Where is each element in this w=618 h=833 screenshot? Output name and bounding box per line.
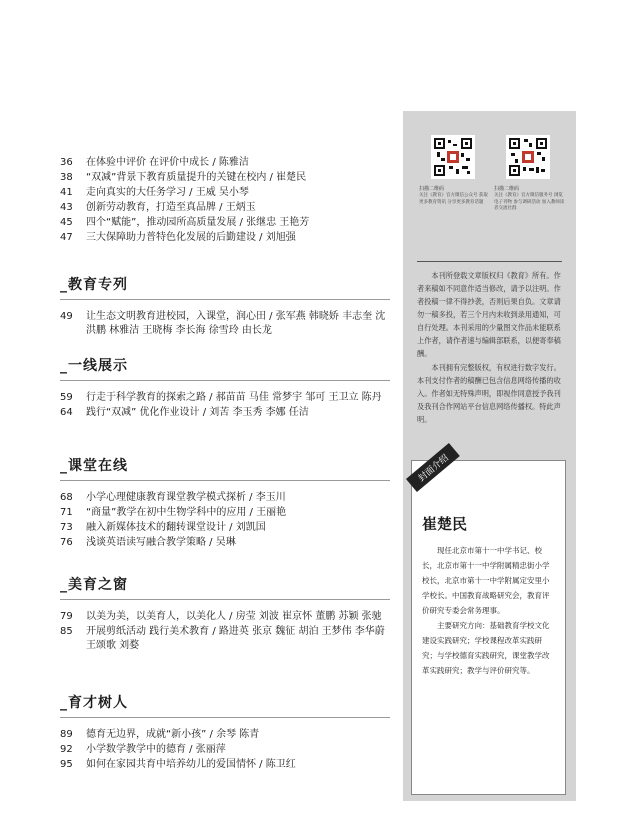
section-entries xyxy=(60,391,390,420)
toc-section-ketang-zaixian xyxy=(60,455,390,551)
toc-entry[interactable] xyxy=(60,625,390,653)
section-title: _美育之窗 xyxy=(60,574,390,600)
toc-entry[interactable] xyxy=(60,156,309,170)
qr-label: 扫描二维码 xyxy=(494,186,520,192)
page-number: 71 xyxy=(60,507,73,518)
entry-title: 浅谈英语读写融合教学策略 / 吴琳 xyxy=(86,537,236,548)
entry-title: 融入新媒体技术的翻转课堂设计 / 刘凯国 xyxy=(86,522,266,533)
section-entries xyxy=(60,310,390,338)
toc-entry[interactable] xyxy=(60,491,390,505)
section-title: _课堂在线 xyxy=(60,455,390,481)
page-number: 49 xyxy=(60,311,73,322)
section-entries xyxy=(60,491,390,550)
toc-entry[interactable] xyxy=(60,186,309,200)
qr-block-wechat-public xyxy=(419,135,491,213)
page-number: 59 xyxy=(60,392,73,403)
page-number: 64 xyxy=(60,407,73,418)
section-title: _育才树人 xyxy=(60,692,390,718)
toc-entry[interactable] xyxy=(60,231,309,245)
page-number: 95 xyxy=(60,759,73,770)
entry-title: 三大保障助力普特色化发展的后勤建设 / 刘旭强 xyxy=(86,232,296,243)
page-number: 47 xyxy=(60,232,73,243)
section-entries xyxy=(60,728,390,772)
toc-entry[interactable] xyxy=(60,406,390,420)
cover-bio xyxy=(422,543,555,678)
qr-code-icon[interactable] xyxy=(431,135,475,179)
cover-introduction xyxy=(411,453,566,795)
toc-section-jiaoyu-zhuanlie xyxy=(60,274,390,339)
section-entries xyxy=(60,610,390,653)
page-number: 85 xyxy=(60,626,73,637)
toc-section-yixian-zhanshi xyxy=(60,355,390,421)
cover-person-name: 崔楚民 xyxy=(422,515,468,533)
entry-title: “双减”背景下教育质量提升的关键在校内 / 崔楚民 xyxy=(86,172,307,183)
cover-tag: 封面介绍 xyxy=(406,443,460,492)
section-title: _一线展示 xyxy=(60,355,390,381)
page-number: 45 xyxy=(60,217,73,228)
entry-title: 行走于科学教育的探索之路 / 郝苗苗 马佳 常梦宇 邹可 王卫立 陈丹 xyxy=(86,392,382,403)
toc-entry[interactable] xyxy=(60,171,309,185)
qr-description: 关注《教育》官方微信服务号 浏览电子刊物 参与调研活动 加入教师读者交流社群 xyxy=(494,193,565,211)
toc-entry[interactable] xyxy=(60,521,390,535)
page-number: 79 xyxy=(60,611,73,622)
entry-title: “商量”教学在初中生物学科中的应用 / 王丽艳 xyxy=(86,507,287,518)
qr-code-icon[interactable] xyxy=(506,135,550,179)
entry-title: 如何在家园共育中培养幼儿的爱国情怀 / 陈卫红 xyxy=(86,759,296,770)
entry-title: 走向真实的大任务学习 / 王威 吴小琴 xyxy=(86,187,249,198)
toc-entry[interactable] xyxy=(60,391,390,405)
toc-group-intro xyxy=(60,156,309,246)
toc-entry[interactable] xyxy=(60,201,309,215)
entry-title: 德育无边界，成就“新小孩” / 余琴 陈青 xyxy=(86,729,260,740)
page-number: 76 xyxy=(60,537,73,548)
entry-title: 以美为美，以美育人，以美化人 / 房莹 刘波 崔京怀 董鹏 苏颖 张驰 xyxy=(86,611,382,622)
page-number: 68 xyxy=(60,492,73,503)
toc-entry[interactable] xyxy=(60,506,390,520)
section-title: _教育专列 xyxy=(60,274,390,300)
entry-title: 让生态文明教育进校园，入课堂，润心田 / 张军燕 韩晓娇 丰志奎 沈洪鹏 林雅洁 王晓梅 李长海 徐雪玲 由长龙 xyxy=(86,311,386,336)
toc-entry[interactable] xyxy=(60,536,390,550)
entry-title: 创新劳动教育，打造至真品牌 / 王炳玉 xyxy=(86,202,256,213)
qr-label: 扫描二维码 xyxy=(419,186,445,192)
qr-block-wechat-service xyxy=(494,135,566,213)
toc-section-yucai-shuren xyxy=(60,692,390,773)
notice-paragraph: 本刊拥有完整版权，有权进行数字发行。本刊支付作者的稿酬已包含信息网络传播的收入。作者如无特殊声明，即视作同意授予我刊及我刊合作网站平台信息网络传播权。特此声明。 xyxy=(417,363,561,424)
toc-entry[interactable] xyxy=(60,610,390,624)
copyright-notice xyxy=(417,269,564,427)
page-number: 36 xyxy=(60,157,73,168)
entry-title: 四个“赋能”，推动园所高质量发展 / 张继忠 王艳芳 xyxy=(86,217,310,228)
toc-section-meiyu-zhichuang xyxy=(60,574,390,654)
entry-title: 小学心理健康教育课堂教学模式探析 / 李玉川 xyxy=(86,492,286,503)
notice-paragraph: 本刊所登载文章版权归《教育》所有。作者来稿如不同意作适当修改，请予以注明。作者投稿一律不得抄袭，否则后果自负。文章请勿一稿多投，若三个月内未收到录用通知，可自行处理。本刊采用的少量图文作品未能联系上作者，请作者速与编辑部联系，以便寄奉稿酬。 xyxy=(417,271,561,358)
entry-title: 在体验中评价 在评价中成长 / 陈雅洁 xyxy=(86,157,249,168)
toc-entry[interactable] xyxy=(60,310,390,338)
toc-entry[interactable] xyxy=(60,743,390,757)
sidebar xyxy=(403,111,576,801)
cover-bio-paragraph: 现任北京市第十一中学书记、校长，北京市第十一中学附属精忠街小学校长，北京市第十一中学附属定安里小学校长。中国教育战略研究会，教育评价研究专委会常务理事。 xyxy=(422,546,550,615)
page-number: 38 xyxy=(60,172,73,183)
divider xyxy=(417,261,562,262)
entry-title: 践行“双减” 优化作业设计 / 刘苦 李玉秀 李娜 任洁 xyxy=(86,407,309,418)
cover-bio-paragraph: 主要研究方向：基础教育学校文化建设实践研究；学校课程改革实践研究；与学校德育实践研究，课堂教学改革实践研究；教学与评价研究等。 xyxy=(422,621,550,675)
page-number: 43 xyxy=(60,202,73,213)
page-number: 89 xyxy=(60,729,73,740)
entry-title: 开展剪纸活动 践行美术教育 / 路进英 张京 魏征 胡泊 王梦伟 李华蔚 王颂歌 刘婺 xyxy=(86,626,385,651)
toc-entry[interactable] xyxy=(60,758,390,772)
toc-entry[interactable] xyxy=(60,216,309,230)
qr-description: 关注《教育》官方微信公众号 获取更多教育资讯 分享更多教育话题 xyxy=(419,193,488,205)
page-number: 41 xyxy=(60,187,73,198)
page-number: 73 xyxy=(60,522,73,533)
page-number: 92 xyxy=(60,744,73,755)
entry-title: 小学数学教学中的德育 / 张丽萍 xyxy=(86,744,226,755)
toc-entry[interactable] xyxy=(60,728,390,742)
